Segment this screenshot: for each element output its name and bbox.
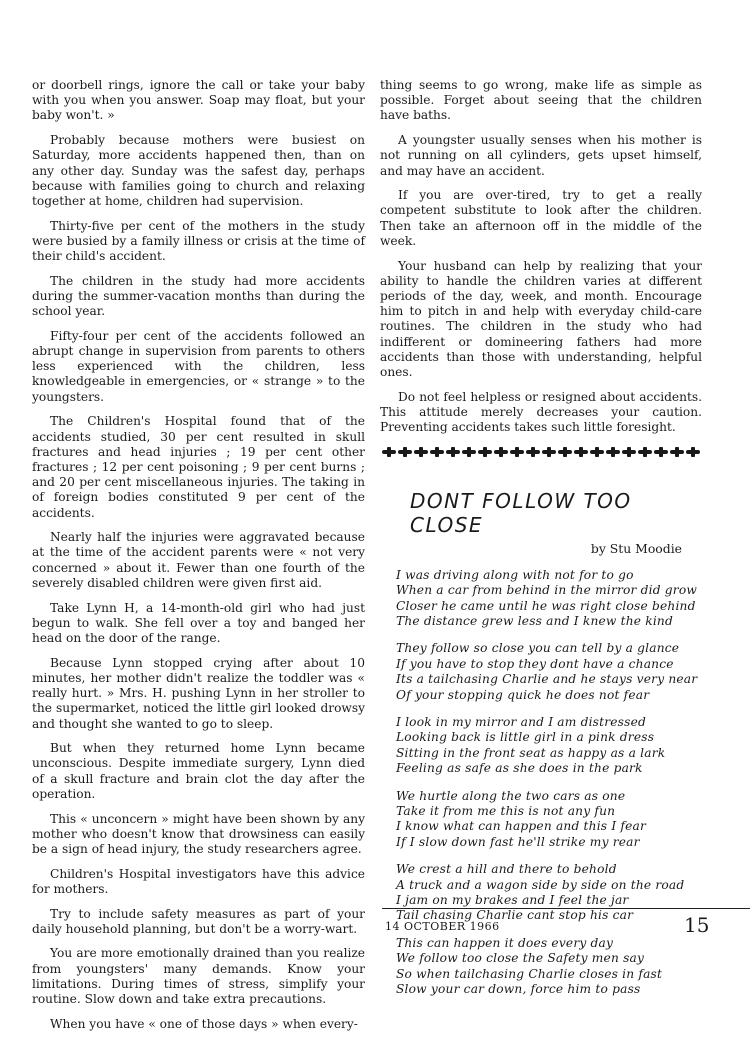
paragraph: or doorbell rings, ignore the call or take your baby with you when you answer. Soap may float, but your baby won't. » <box>32 78 365 123</box>
paragraph: Because Lynn stopped crying after about 10 minutes, her mother didn't realize the toddler was « really hurt. » Mrs. H. pushing Lynn in her stroller to the supermarket, noticed the little girl looked drowsy and thought she wanted to go to sleep. <box>32 655 365 731</box>
paragraph: A youngster usually senses when his mother is not running on all cylinders, gets upset himself, and may have an accident. <box>380 133 702 178</box>
paragraph: Try to include safety measures as part of your daily household planning, but don't be a worry-wart. <box>32 906 365 936</box>
paragraph: Your husband can help by realizing that your ability to handle the children varies at different periods of the day, week, and month. Encourage him to pitch in and help with everyday child-care routines. The children in the study who had indifferent or domineering fathers had more accidents than those with understanding, helpful ones. <box>380 258 702 379</box>
paragraph: If you are over-tired, try to get a really competent substitute to look after the children. Then take an afternoon off in the middle of the week. <box>380 188 702 248</box>
paragraph: When you have « one of those days » when every- <box>50 1016 358 1031</box>
poem-line: I jam on my brakes and I feel the jar <box>396 893 629 908</box>
paragraph: Thirty-five per cent of the mothers in the study were busied by a family illness or crisis at the time of their child's accident. <box>32 218 365 264</box>
poem-byline: by Stu Moodie <box>590 540 682 556</box>
poem-body <box>396 568 702 998</box>
page-number: 15 <box>684 913 710 937</box>
poem-title: DONT FOLLOW TOO CLOSE <box>410 488 632 537</box>
paragraph: Do not feel helpless or resigned about accidents. This attitude merely decreases your caution. Preventing accidents takes such little foresight. <box>380 389 702 435</box>
poem-stanza <box>396 862 702 924</box>
poem-line: I look in my mirror and I am distressed <box>396 715 646 730</box>
poem-stanza <box>396 789 702 851</box>
poem-stanza <box>396 715 702 777</box>
paragraph: But when they returned home Lynn became unconscious. Despite immediate surgery, Lynn died of a skull fracture and brain clot the day after the operation. <box>32 741 365 801</box>
paragraph: Nearly half the injuries were aggravated because at the time of the accident parents were « not very concerned » about it. Fewer than one fourth of the severely disabled children were given first aid. <box>32 530 365 590</box>
left-column <box>32 78 365 1041</box>
paragraph: Fifty-four per cent of the accidents followed an abrupt change in supervision from parents to others less experienced with the children, less knowledgeable in emergencies, or « strange » to the youngsters. <box>32 328 365 404</box>
poem-stanza <box>396 568 702 630</box>
poem-line: Tail chasing Charlie cant stop his car <box>396 908 634 923</box>
poem-line: A truck and a wagon side by side on the road <box>396 877 685 892</box>
poem-line: Of your stopping quick he does not fear <box>396 687 650 702</box>
poem-line: Closer he came until he was right close behind <box>396 598 696 613</box>
poem-line: They follow so close you can tell by a glance <box>396 641 680 656</box>
poem-line: So when tailchasing Charlie closes in fast <box>396 966 663 981</box>
poem-line: I know what can happen and this I fear <box>396 819 647 834</box>
paragraph: You are more emotionally drained than you realize from youngsters' many demands. Know your limitations. During times of stress, simplify your routine. Slow down and take extra precautions. <box>32 946 365 1007</box>
paragraph: Children's Hospital investigators have this advice for mothers. <box>32 866 365 896</box>
poem-line: We crest a hill and there to behold <box>396 862 617 877</box>
poem-line: We hurtle along the two cars as one <box>396 788 626 803</box>
poem-line: We follow too close the Safety men say <box>396 951 645 966</box>
poem-line: If I slow down fast he'll strike my rear <box>396 834 640 849</box>
paragraph: thing seems to go wrong, make life as simple as possible. Forget about seeing that the children have baths. <box>380 78 702 123</box>
poem-line: Slow your car down, force him to pass <box>396 982 641 997</box>
poem-line: Its a tailchasing Charlie and he stays very near <box>396 672 698 687</box>
decorative-divider <box>382 445 702 459</box>
paragraph: Probably because mothers were busiest on Saturday, more accidents happened then, than on any other day. Sunday was the safest day, perhaps because with families going to church and relaxing together at home, children had supervision. <box>32 133 365 208</box>
poem-line: When a car from behind in the mirror did grow <box>396 583 698 598</box>
right-column <box>380 78 702 1010</box>
poem-line: Sitting in the front seat as happy as a lark <box>396 745 666 760</box>
poem-line: This can happen it does every day <box>396 935 614 950</box>
paragraph: The Children's Hospital found that of the accidents studied, 30 per cent resulted in skull fractures and head injuries ; 19 per cent other fractures ; 12 per cent poisoning ; 9 per cent burns ; and 20 per cent miscellaneous injuries. The taking in of foreign bodies constituted 9 per cent of the accidents. <box>32 414 365 520</box>
poem-stanza <box>396 936 702 998</box>
poem-line: If you have to stop they dont have a chance <box>396 656 674 671</box>
footer-date: 14 OCTOBER 1966 <box>385 920 500 933</box>
poem-stanza <box>396 641 702 703</box>
poem-line: I was driving along with not for to go <box>396 567 634 582</box>
poem-line: The distance grew less and I knew the kind <box>396 613 673 628</box>
poem-line: Take it from me this is not any fun <box>396 804 616 819</box>
paragraph: The children in the study had more accidents during the summer-vacation months than during the school year. <box>32 273 365 319</box>
poem-line: Looking back is little girl in a pink dress <box>396 730 655 745</box>
paragraph: This « unconcern » might have been shown by any mother who doesn't know that drowsiness can easily be a sign of head injury, the study researchers agree. <box>32 811 365 856</box>
footer-rule <box>382 908 750 909</box>
poem-line: Feeling as safe as she does in the park <box>396 761 643 776</box>
paragraph: Take Lynn H, a 14-month-old girl who had just begun to walk. She fell over a toy and banged her head on the door of the range. <box>32 600 365 645</box>
